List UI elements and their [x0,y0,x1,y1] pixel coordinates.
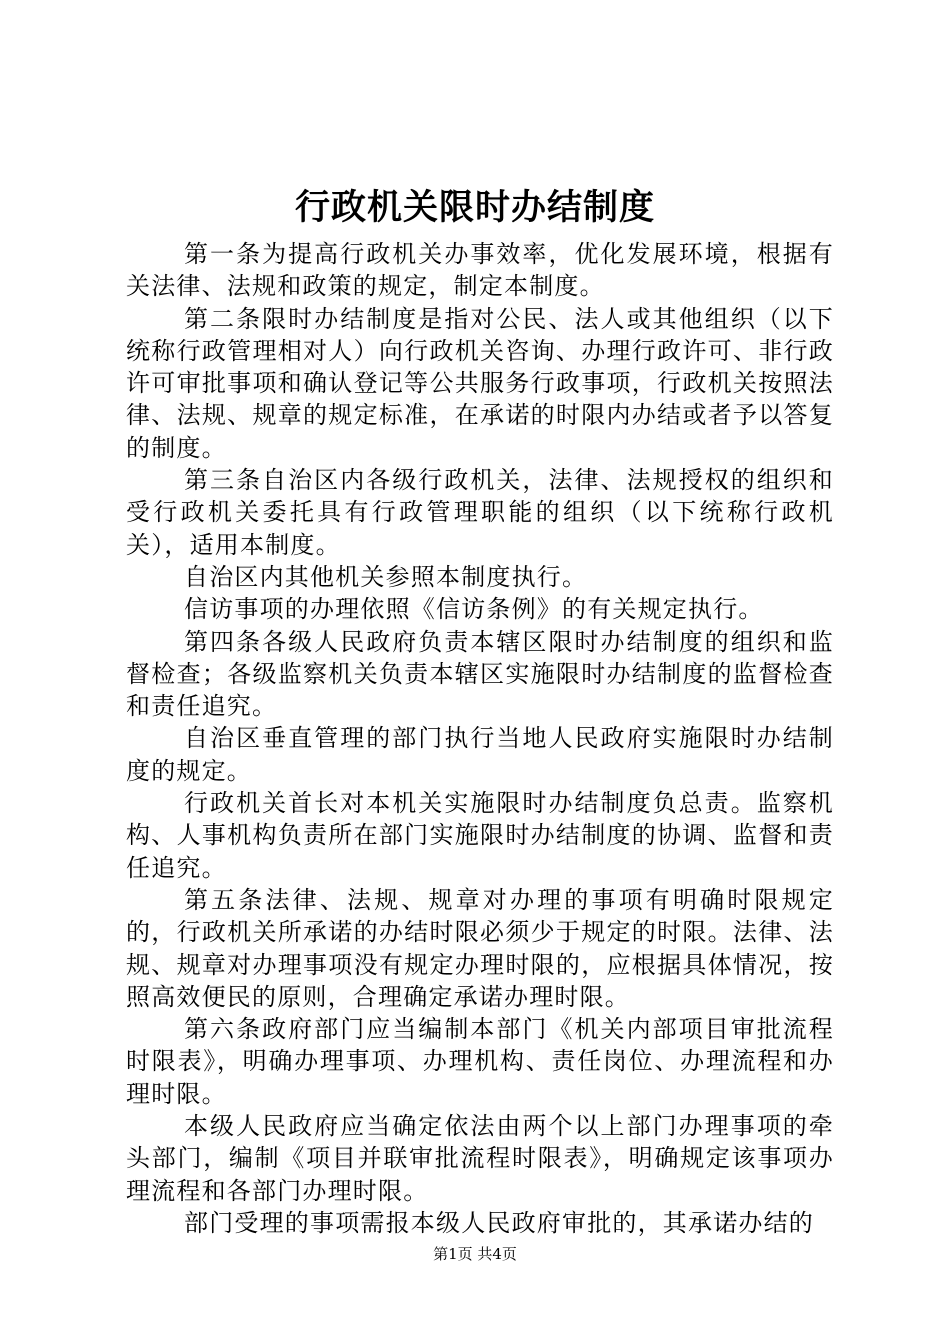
paragraph-government-approval: 部门受理的事项需报本级人民政府审批的，其承诺办结的 [184,1208,814,1237]
document-title: 行政机关限时办结制度 [294,187,655,228]
paragraph-petition-matters: 信访事项的办理依照《信访条例》的有关规定执行。 [184,595,764,624]
paragraph-vertical-departments: 自治区垂直管理的部门执行当地人民政府实施限时办结制度的规定。 [126,724,834,785]
paragraph-article-3: 第三条自治区内各级行政机关，法律、法规授权的组织和受行政机关委托具有行政管理职能的组织（以下统称行政机关），适用本制度。 [126,466,834,559]
page-number-footer: 第1页 共4页 [433,1245,517,1263]
paragraph-other-organs: 自治区内其他机关参照本制度执行。 [184,562,588,591]
paragraph-article-6: 第六条政府部门应当编制本部门《机关内部项目审批流程时限表》，明确办理事项、办理机构、责任岗位、办理流程和办理时限。 [126,1015,834,1108]
paragraph-article-1: 第一条为提高行政机关办事效率，优化发展环境，根据有关法律、法规和政策的规定，制定本制度。 [126,240,834,301]
paragraph-article-4: 第四条各级人民政府负责本辖区限时办结制度的组织和监督检查；各级监察机关负责本辖区实施限时办结制度的监督检查和责任追究。 [126,627,834,721]
paragraph-article-2: 第二条限时办结制度是指对公民、法人或其他组织（以下统称行政管理相对人）向行政机关咨询、办理行政许可、非行政许可审批事项和确认登记等公共服务行政事项，行政机关按照法律、法规、规章的规定标准，在承诺的时限内办结或者予以答复的制度。 [126,304,834,462]
paragraph-article-5: 第五条法律、法规、规章对办理的事项有明确时限规定的，行政机关所承诺的办结时限必须少于规定的时限。法律、法规、规章对办理事项没有规定办理时限的，应根据具体情况，按照高效便民的原则，合理确定承诺办理时限。 [126,885,834,1011]
paragraph-agency-heads: 行政机关首长对本机关实施限时办结制度负总责。监察机构、人事机构负责所在部门实施限时办结制度的协调、监督和责任追究。 [126,789,834,882]
document-body [126,238,834,1239]
paragraph-lead-department: 本级人民政府应当确定依法由两个以上部门办理事项的牵头部门，编制《项目并联审批流程时限表》，明确规定该事项办理流程和各部门办理时限。 [126,1112,834,1205]
